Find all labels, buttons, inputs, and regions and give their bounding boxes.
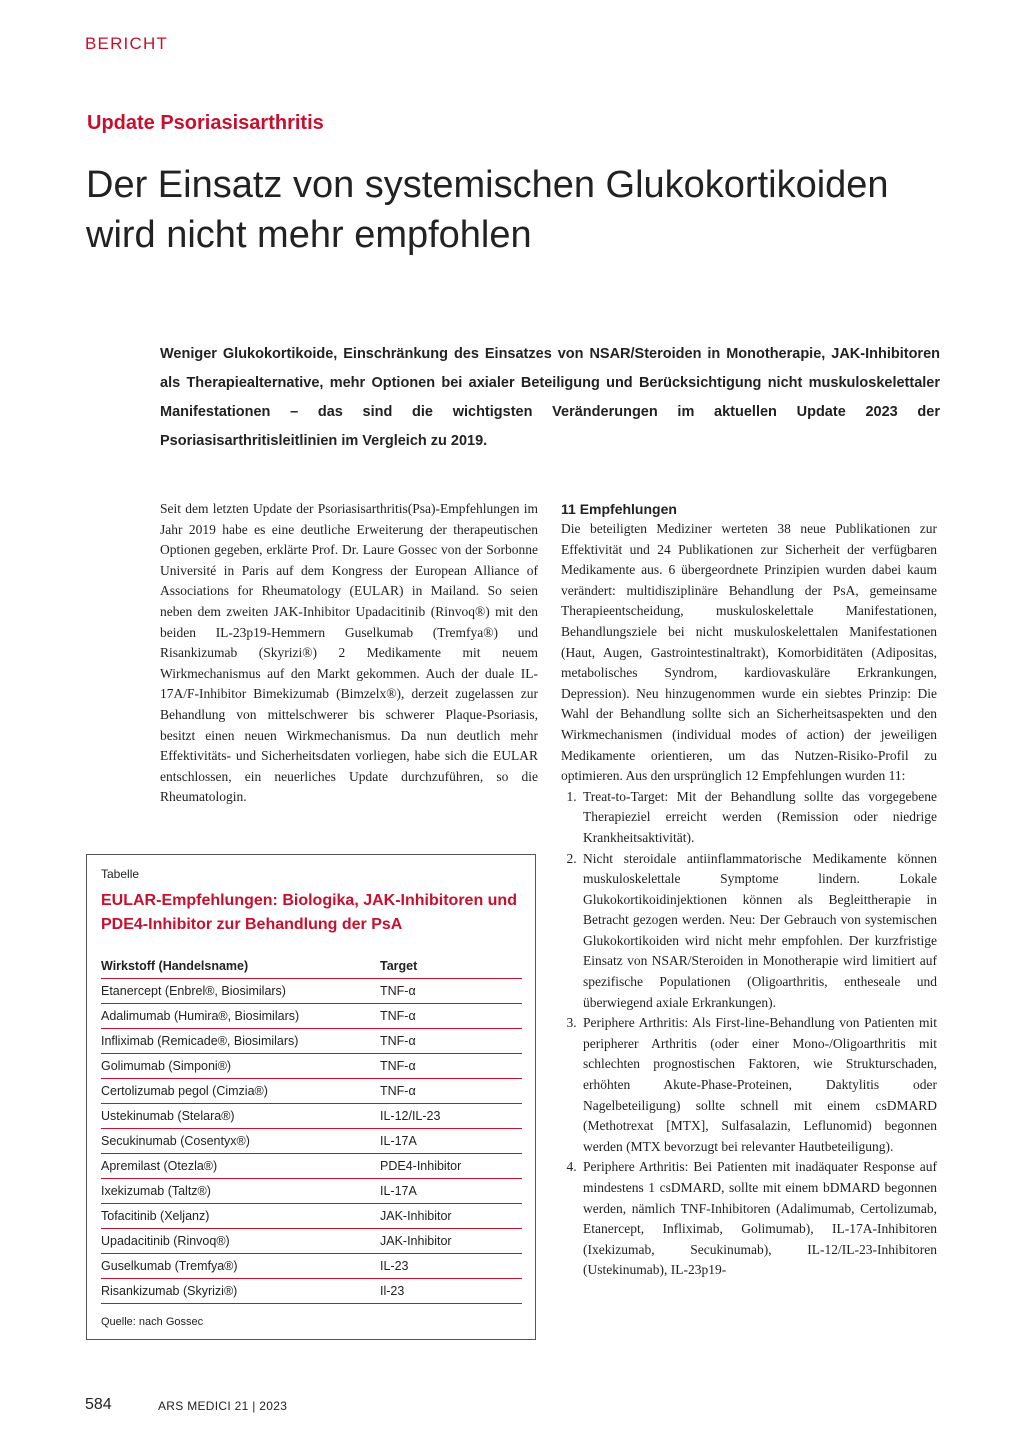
list-item: 1. Treat-to-Target: Mit der Behandlung sollte das vorgegebene Therapieziel erreicht werden (Remission oder niedrige Krankheitsaktivität).: [580, 787, 937, 849]
table-cell: Certolizumab pegol (Cimzia®): [101, 1079, 380, 1104]
table-cell: JAK-Inhibitor: [380, 1229, 522, 1254]
table-cell: Risankizumab (Skyrizi®): [101, 1279, 380, 1304]
table-cell: Etanercept (Enbrel®, Biosimilars): [101, 979, 380, 1004]
table-cell: TNF-α: [380, 1054, 522, 1079]
table-cell: Ustekinumab (Stelara®): [101, 1104, 380, 1129]
list-item: 3. Periphere Arthritis: Als First-line-Behandlung von Patienten mit peripherer Arthritis (oder einer Mono-/Oligoarthritis mit schlechten prognostischen Faktoren, wie Strukturschaden, erhöhten Akute-Phase-Proteinen, Daktylitis oder Nagelbeteiligung) sollte schnell mit einem csDMARD (Methotrexat [MTX], Sulfasalazin, Leflunomid) begonnen werden (MTX bevorzugt bei relevanter Hautbeteiligung).: [580, 1013, 937, 1157]
table-cell: TNF-α: [380, 1079, 522, 1104]
article-lead: Weniger Glukokortikoide, Einschränkung des Einsatzes von NSAR/Steroiden in Monotherapie, JAK-Inhibitoren als Therapiealternative, mehr Optionen bei axialer Beteiligung und Berücksichtigung nicht muskuloskelettaler Manifestationen – das sind die wichtigsten Veränderungen im aktuellen Update 2023 der Psoriasisarthritisleitlinien im Vergleich zu 2019.: [160, 346, 940, 449]
table-row: [101, 1179, 522, 1204]
section-label: BERICHT: [85, 34, 169, 53]
table-row: [101, 1029, 522, 1054]
table-cell: IL-17A: [380, 1179, 522, 1204]
table-label: Tabelle: [101, 867, 140, 881]
list-item: 2. Nicht steroidale antiinflammatorische Medikamente können muskuloskelettale Symptome lindern. Lokale Glukokortikoidinjektionen können als Begleittherapie in Betracht gezogen werden. Neu: Der Gebrauch von systemischen Glukokortikoiden wird nicht mehr empfohlen. Der kurzfristige Einsatz von NSAR/Steroiden in Monotherapie wird limitiert auf spezifische Populationen (Oligoarthritis, entheseale und überwiegend axiale Erkrankungen).: [580, 849, 937, 1014]
body-column-left: [160, 499, 538, 808]
journal-issue: ARS MEDICI 21 | 2023: [158, 1399, 288, 1413]
page-number: 584: [85, 1396, 112, 1413]
table-cell: Upadacitinib (Rinvoq®): [101, 1229, 380, 1254]
table-cell: Ixekizumab (Taltz®): [101, 1179, 380, 1204]
table-cell: Apremilast (Otezla®): [101, 1154, 380, 1179]
table-cell: IL-17A: [380, 1129, 522, 1154]
table-cell: PDE4-Inhibitor: [380, 1154, 522, 1179]
table-row: [101, 1129, 522, 1154]
table-cell: Golimumab (Simponi®): [101, 1054, 380, 1079]
body-paragraph: Die beteiligten Mediziner werteten 38 neue Publikationen zur Effektivität und 24 Publikationen zur Sicherheit der verfügbaren Medikamente aus. 6 übergeordnete Prinzipien wurden dabei kaum verändert: multidisziplinäre Behandlung der PsA, gemeinsame Therapieentscheidung, muskuloskelettale Manifestationen, Behandlungsziele bei nicht muskuloskelettalen Manifestationen (Haut, Augen, Gastrointestinaltrakt), Komorbiditäten (Adipositas, metabolisches Syndrom, kardiovaskuläre Erkrankungen, Depression). Neu hinzugenommen wurde ein siebtes Prinzip: Die Wahl der Behandlung sollte sich an Sicherheitsaspekten und den Wirkmechanismen (individual modes of action) der jeweiligen Medikamente orientieren, um das Nutzen-Risiko-Profil zu optimieren. Aus den ursprünglich 12 Empfehlungen wurden 11:: [561, 521, 937, 784]
body-column-right: [561, 499, 937, 1281]
table-box: [86, 854, 536, 1340]
column-header: Target: [380, 954, 522, 979]
table-row: [101, 1279, 522, 1304]
table-row: [101, 979, 522, 1004]
table-cell: Tofacitinib (Xeljanz): [101, 1204, 380, 1229]
list-item: 4. Periphere Arthritis: Bei Patienten mit inadäquater Response auf mindestens 1 csDMARD, sollte mit einem bDMARD begonnen werden, nämlich TNF-Inhibitoren (Adalimumab, Certolizumab, Etanercept, Infliximab, Golimumab), IL-17A-Inhibitoren (Ixekizumab, Secukinumab), IL-12/IL-23-Inhibitoren (Ustekinumab), IL-23p19-: [580, 1157, 937, 1281]
table-row: [101, 1229, 522, 1254]
table-row: [101, 1004, 522, 1029]
table-cell: Secukinumab (Cosentyx®): [101, 1129, 380, 1154]
table-cell: JAK-Inhibitor: [380, 1204, 522, 1229]
table-cell: IL-12/IL-23: [380, 1104, 522, 1129]
section-heading: 11 Empfehlungen: [561, 501, 677, 517]
body-paragraph: Seit dem letzten Update der Psoriasisarthritis(Psa)-Empfehlungen im Jahr 2019 habe es eine deutliche Erweiterung der therapeutischen Optionen gegeben, erklärte Prof. Dr. Laure Gossec von der Sorbonne Université in Paris auf dem Kongress der European Alliance of Associations for Rheumatology (EULAR) in Mailand. So seien neben dem zweiten JAK-Inhibitor Upadacitinib (Rinvoq®) mit den beiden IL-23p19-Hemmern Guselkumab (Tremfya®) und Risankizumab (Skyrizi®) 2 Medikamente mit neuem Wirkmechanismus auf den Markt gekommen. Auch der duale IL-17A/F-Inhibitor Bimekizumab (Bimzelx®), derzeit zugelassen zur Behandlung von mittelschwerer bis schwerer Plaque-Psoriasis, besitzt einen neuen Wirkmechanismus. Da nun deutlich mehr Effektivitäts- und Sicherheitsdaten vorliegen, habe sich die EULAR entschlossen, ein neuerliches Update durchzuführen, so die Rheumatologin.: [160, 501, 538, 805]
table-cell: TNF-α: [380, 979, 522, 1004]
drug-table: [101, 954, 522, 1304]
table-row: [101, 1104, 522, 1129]
table-cell: Guselkumab (Tremfya®): [101, 1254, 380, 1279]
table-cell: Adalimumab (Humira®, Biosimilars): [101, 1004, 380, 1029]
table-cell: IL-23: [380, 1254, 522, 1279]
article-kicker: Update Psoriasisarthritis: [87, 112, 324, 134]
article-headline: Der Einsatz von systemischen Glukokortikoiden wird nicht mehr empfohlen: [86, 164, 889, 256]
table-cell: Il-23: [380, 1279, 522, 1304]
table-title: EULAR-Empfehlungen: Biologika, JAK-Inhibitoren und PDE4-Inhibitor zur Behandlung der PsA: [101, 892, 517, 933]
table-header-row: [101, 954, 522, 979]
table-row: [101, 1079, 522, 1104]
table-source: Quelle: nach Gossec: [101, 1316, 204, 1328]
recommendations-list: [561, 787, 937, 1281]
table-row: [101, 1054, 522, 1079]
table-cell: Infliximab (Remicade®, Biosimilars): [101, 1029, 380, 1054]
column-header: Wirkstoff (Handelsname): [101, 954, 380, 979]
table-row: [101, 1154, 522, 1179]
table-cell: TNF-α: [380, 1004, 522, 1029]
table-cell: TNF-α: [380, 1029, 522, 1054]
table-row: [101, 1254, 522, 1279]
table-row: [101, 1204, 522, 1229]
